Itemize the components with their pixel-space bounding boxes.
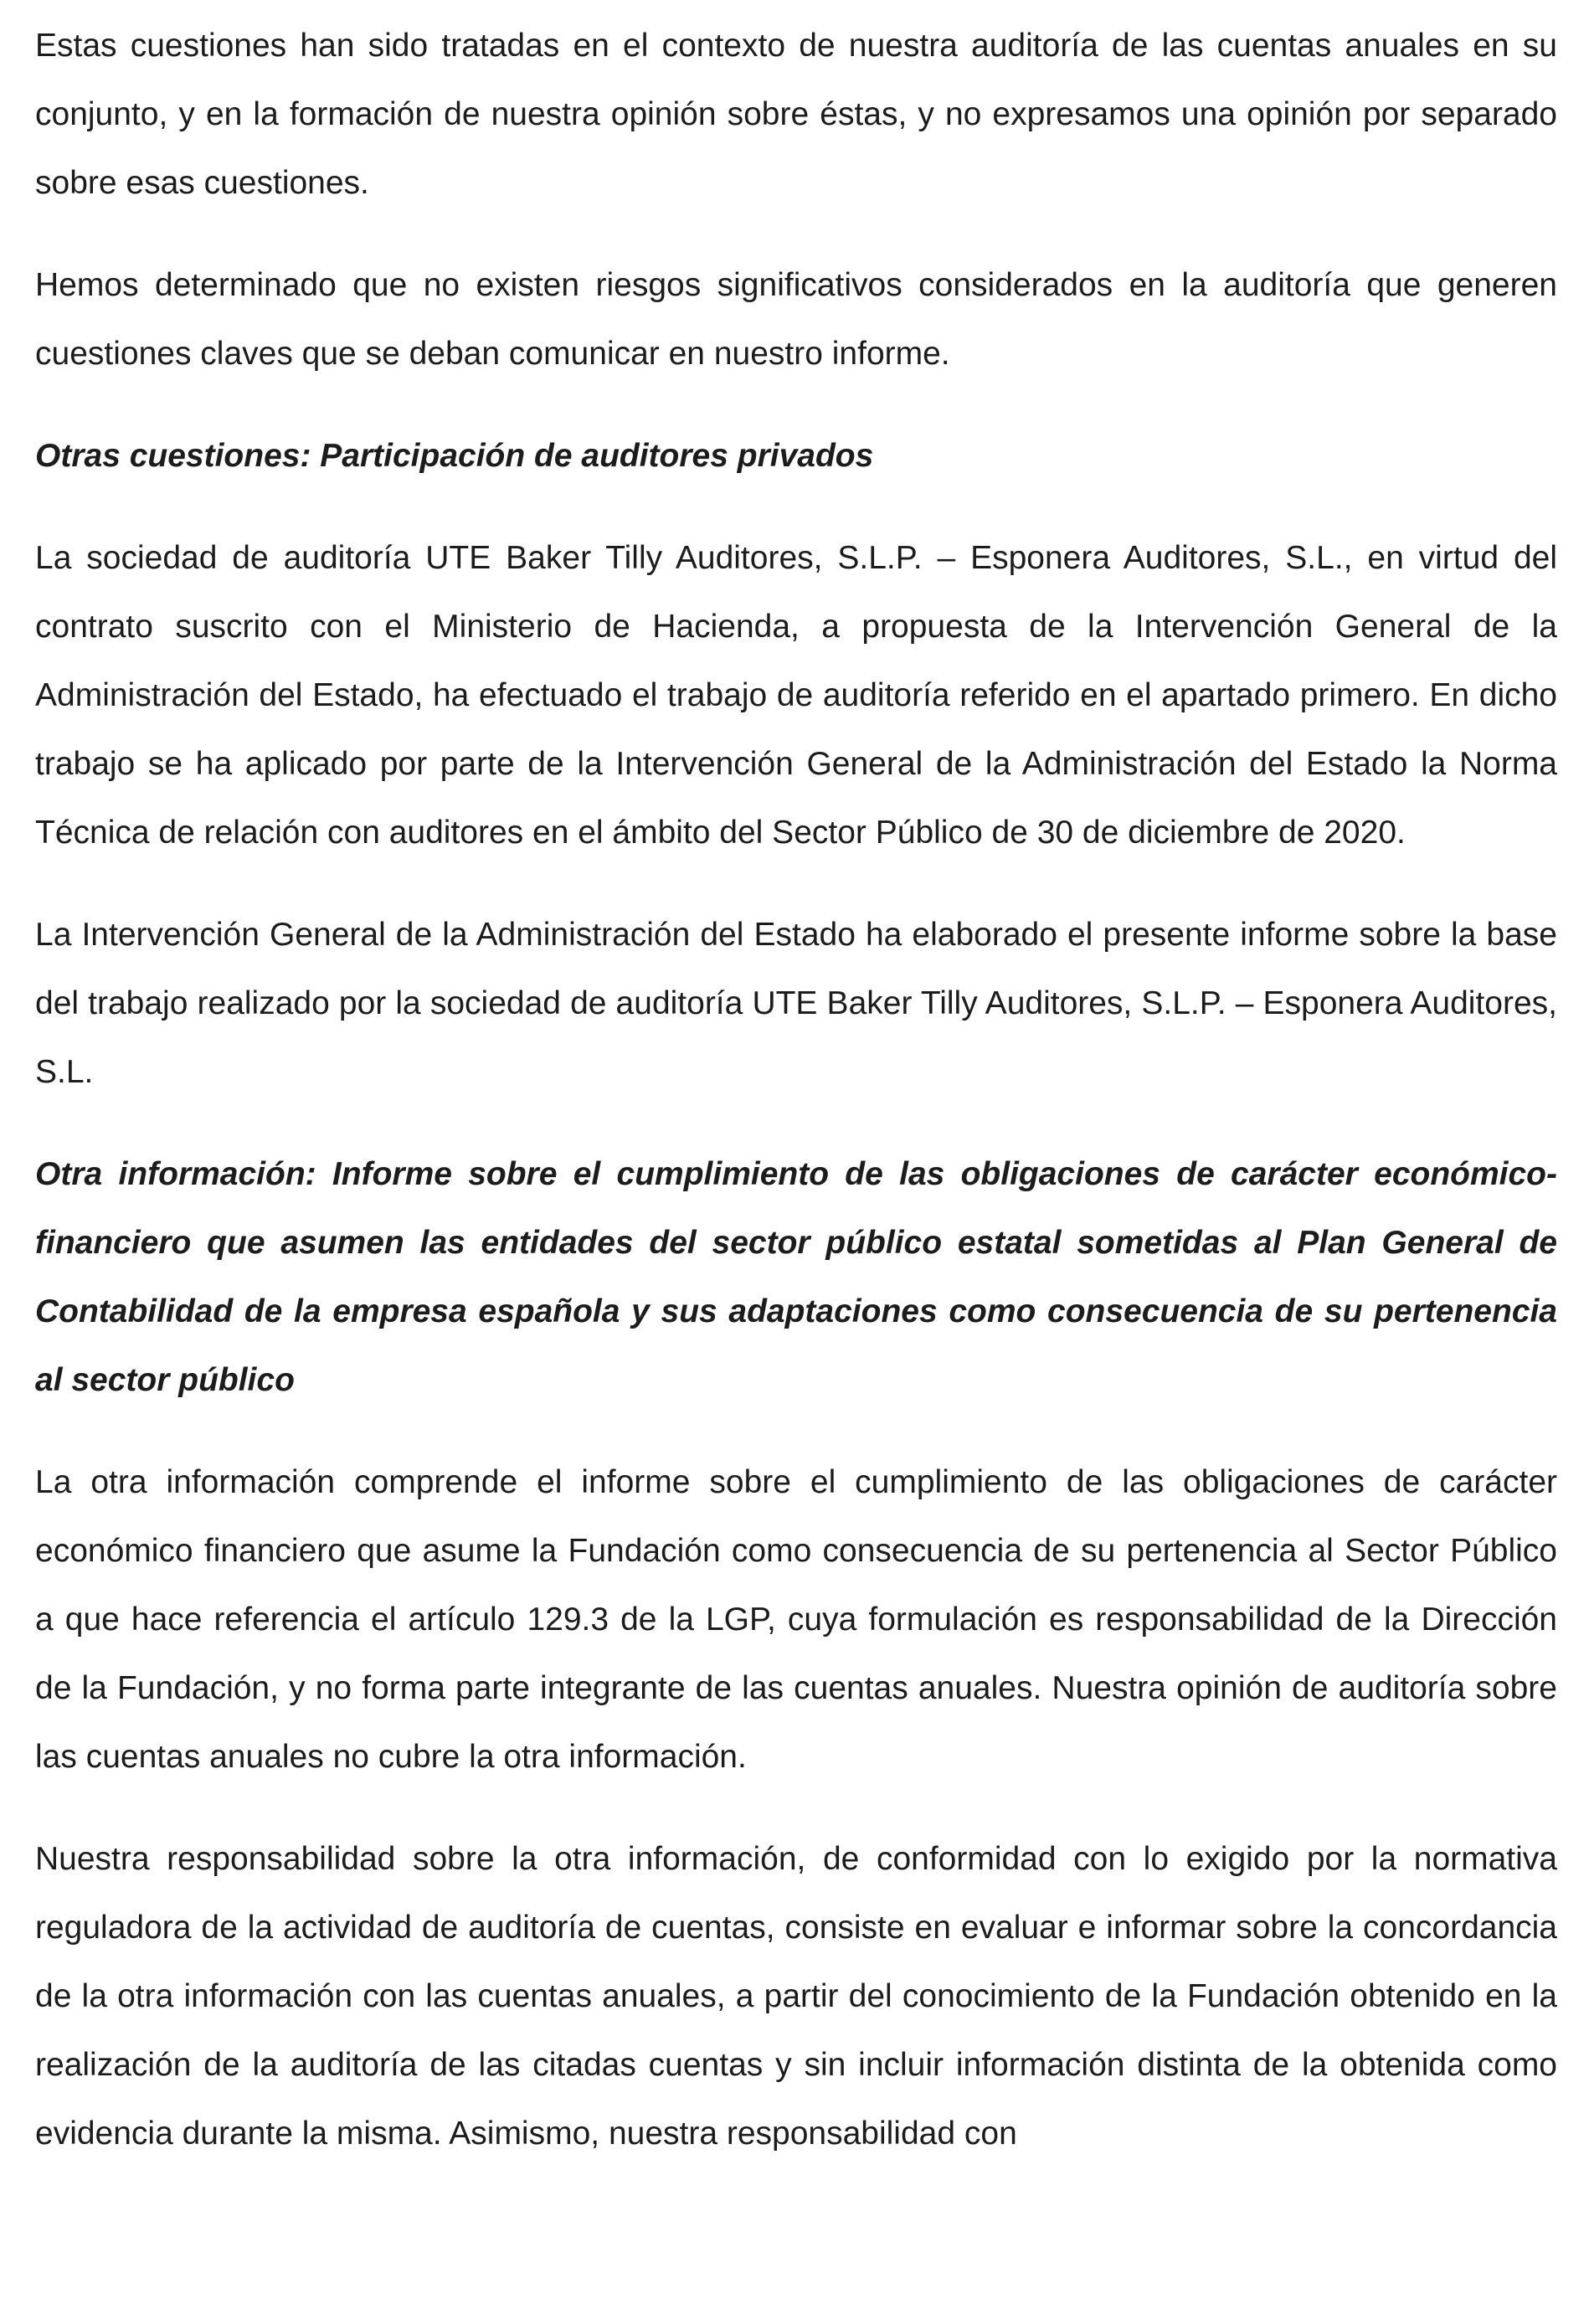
heading-other-information: Otra información: Informe sobre el cumplimiento de las obligaciones de carácter económico-financiero que asumen las entidades del sector público estatal sometidas al Plan General de Contabilidad de la empresa española y sus adaptaciones como consecuencia de su pertenencia al sector público xyxy=(35,1156,1557,1398)
paragraph-audit-firm-contract: La sociedad de auditoría UTE Baker Tilly Auditores, S.L.P. – Esponera Auditores, S.L., en virtud del contrato suscrito con el Ministerio de Hacienda, a propuesta de la Intervención General de la Administración del Estado, ha efectuado el trabajo de auditoría referido en el apartado primero. En dicho trabajo se ha aplicado por parte de la Intervención General de la Administración del Estado la Norma Técnica de relación con auditores en el ámbito del Sector Público de 30 de diciembre de 2020. xyxy=(35,540,1557,851)
paragraph-no-key-matters: Hemos determinado que no existen riesgos significativos considerados en la auditoría que generen cuestiones claves que se deban comunicar en nuestro informe. xyxy=(35,267,1557,372)
paragraph-matters-context: Estas cuestiones han sido tratadas en el contexto de nuestra auditoría de las cuentas anuales en su conjunto, y en la formación de nuestra opinión sobre éstas, y no expresamos una opinión por separado sobre esas cuestiones. xyxy=(35,28,1557,201)
paragraph-other-information-scope: La otra información comprende el informe sobre el cumplimiento de las obligaciones de carácter económico financiero que asume la Fundación como consecuencia de su pertenencia al Sector Público a que hace referencia el artículo 129.3 de la LGP, cuya formulación es responsabilidad de la Dirección de la Fundación, y no forma parte integrante de las cuentas anuales. Nuestra opinión de auditoría sobre las cuentas anuales no cubre la otra información. xyxy=(35,1464,1557,1775)
heading-private-auditors: Otras cuestiones: Participación de auditores privados xyxy=(35,438,874,474)
paragraph-igae-report-basis: La Intervención General de la Administración del Estado ha elaborado el presente informe sobre la base del trabajo realizado por la sociedad de auditoría UTE Baker Tilly Auditores, S.L.P. – Esponera Auditores, S.L. xyxy=(35,917,1557,1090)
paragraph-responsibility: Nuestra responsabilidad sobre la otra información, de conformidad con lo exigido por la normativa reguladora de la actividad de auditoría de cuentas, consiste en evaluar e informar sobre la concordancia de la otra información con las cuentas anuales, a partir del conocimiento de la Fundación obtenido en la realización de la auditoría de las citadas cuentas y sin incluir información distinta de la obtenida como evidencia durante la misma. Asimismo, nuestra responsabilidad con xyxy=(35,1841,1557,2152)
document-page xyxy=(35,12,1557,2168)
